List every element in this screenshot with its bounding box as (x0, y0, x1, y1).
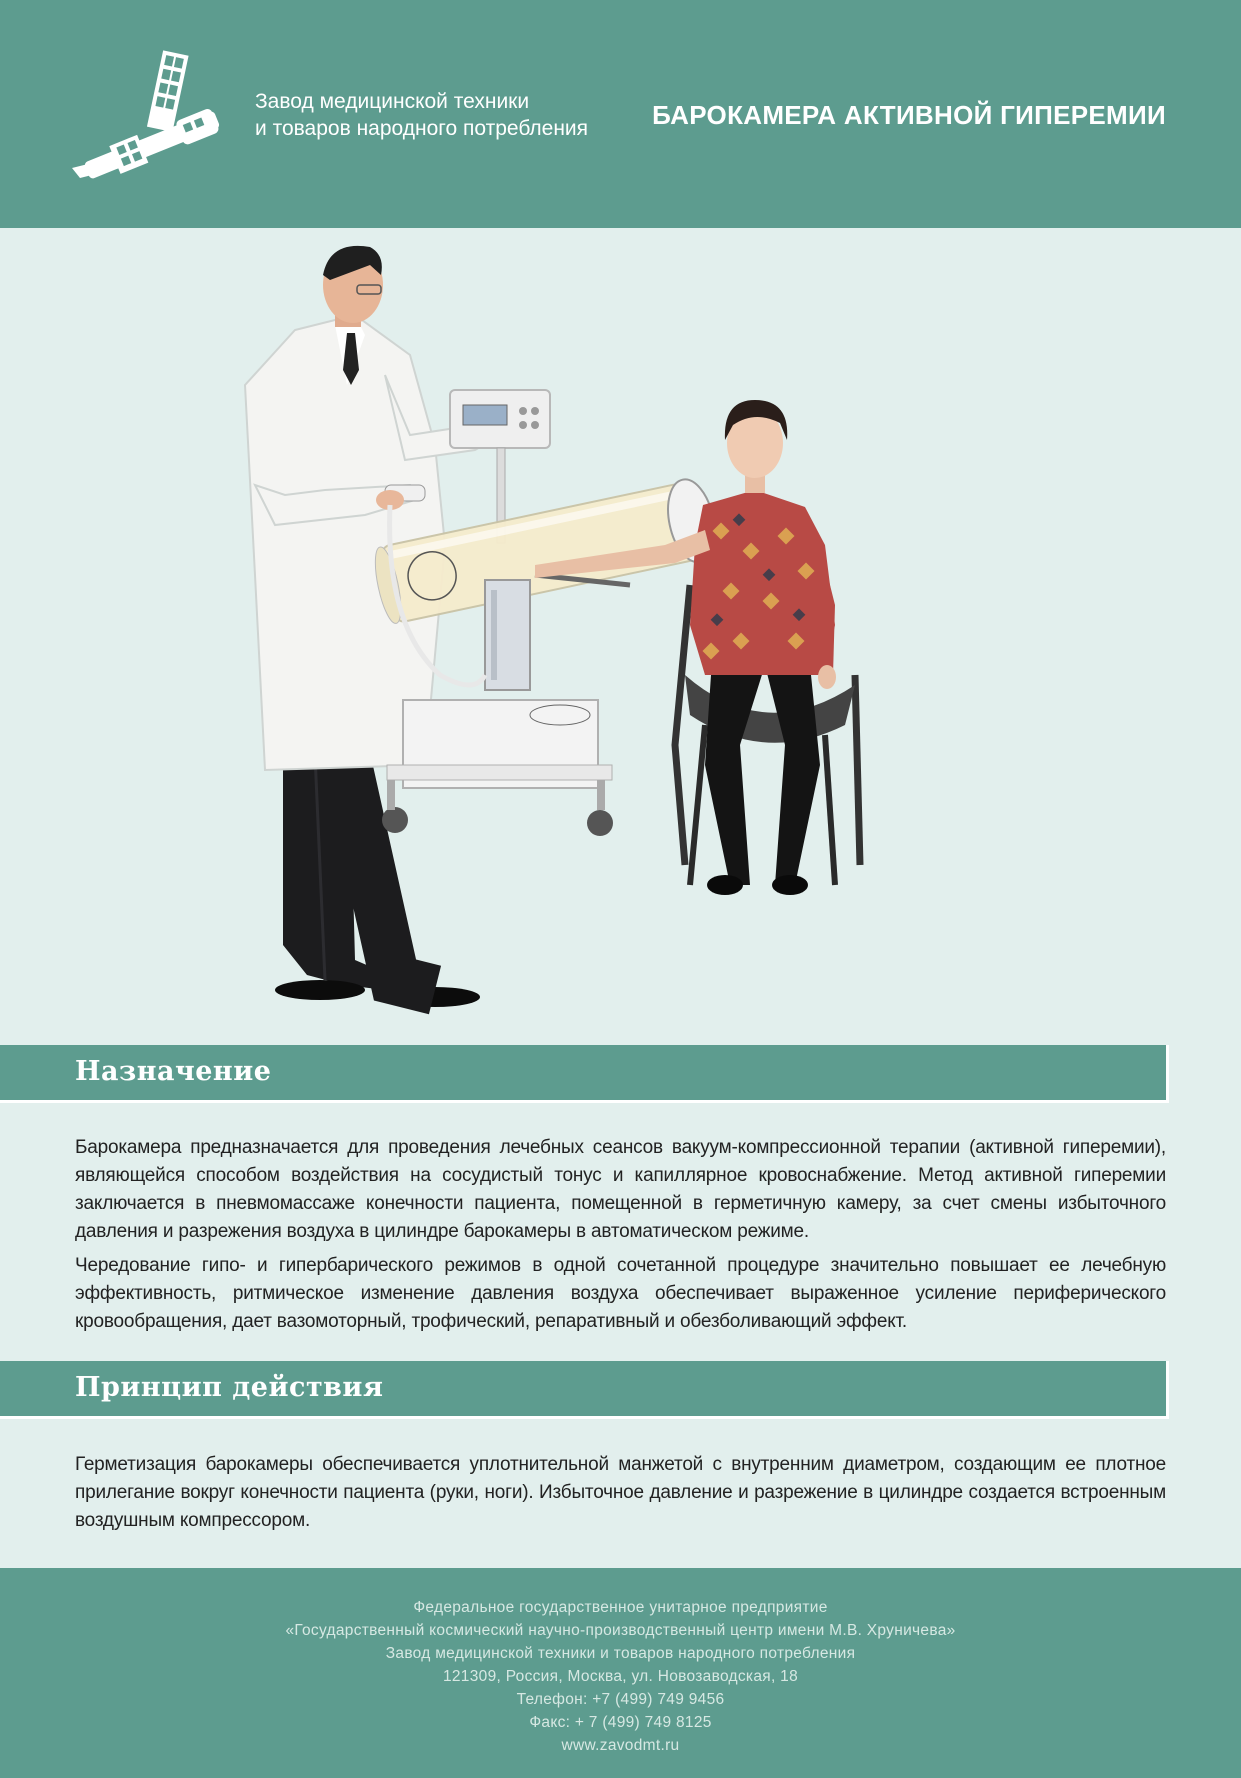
section-header-purpose (0, 1045, 1169, 1103)
paragraph: Барокамера предназначается для проведения лечебных сеансов вакуум-компрессионной терапии (активной гиперемии), являющейся способом воздействия на сосудистый тонус и капиллярное кровоснабжение. Метод активной гиперемии заключается в пневмомассаже конечности пациента, помещенной в герметичную камеру, за счет смены избыточного давления и разрежения воздуха в цилиндре барокамеры в автоматическом режиме. (75, 1137, 1166, 1242)
footer-org-name: «Государственный космический научно-производственный центр имени М.В. Хруничева» (285, 1622, 956, 1639)
company-name-line2: и товаров народного потребления (255, 117, 589, 140)
document-title: БАРОКАМЕРА АКТИВНОЙ ГИПЕРЕМИИ (652, 100, 1166, 130)
paragraph: Герметизация барокамеры обеспечивается уплотнительной манжетой с внутренним диаметром, создающим ее плотное прилегание вокруг конечности пациента (руки, ноги). Избыточное давление и разрежение в цилиндре создается встроенным воздушным компрессором. (75, 1454, 1166, 1531)
footer-fax: Факс: + 7 (499) 749 8125 (529, 1714, 712, 1731)
section-header-principle (0, 1361, 1169, 1419)
section-body-purpose (75, 1134, 1166, 1342)
satellite-logo-icon (72, 50, 232, 185)
footer-website-link[interactable]: www.zavodmt.ru (561, 1737, 680, 1754)
page-header (0, 0, 1241, 228)
section-body-principle (75, 1451, 1166, 1541)
section-heading: Назначение (75, 1056, 272, 1087)
company-name-line1: Завод медицинской техники (255, 90, 530, 113)
footer-org-type: Федеральное государственное унитарное предприятие (413, 1599, 828, 1616)
product-photo (235, 245, 985, 1025)
footer-company-name: Завод медицинской техники и товаров народного потребления (385, 1645, 856, 1662)
section-heading: Принцип действия (75, 1372, 384, 1403)
company-name (255, 88, 588, 142)
footer-phone: Телефон: +7 (499) 749 9456 (516, 1691, 725, 1708)
page-footer (0, 1568, 1241, 1778)
footer-address: 121309, Россия, Москва, ул. Новозаводская, 18 (442, 1668, 799, 1685)
footer-contact-block (0, 1596, 1241, 1757)
paragraph: Чередование гипо- и гипербарического режимов в одной сочетанной процедуре значительно повышает ее лечебную эффективность, ритмическое изменение давления воздуха обеспечивает выраженное усиление периферического кровообращения, дает вазомоторный, трофический, репаративный и обезболивающий эффект. (75, 1255, 1166, 1332)
